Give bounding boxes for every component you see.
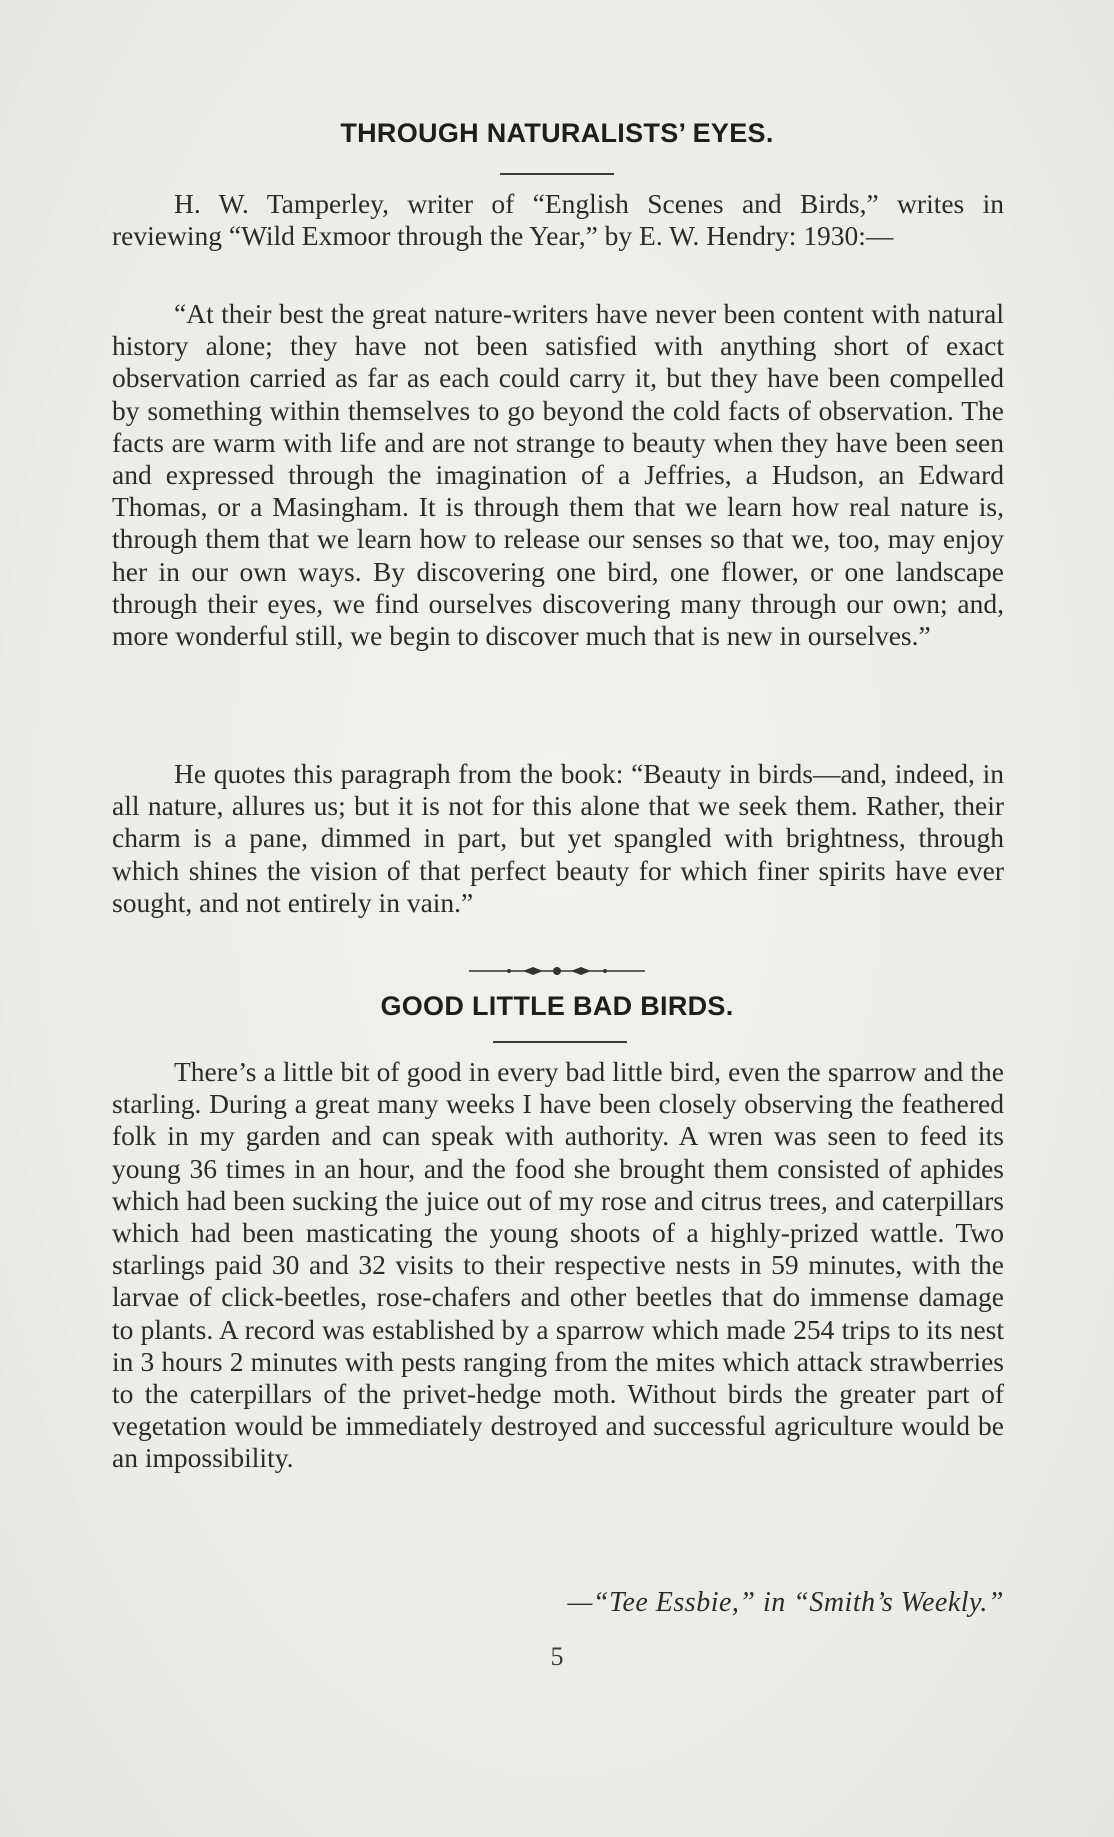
heading-underline (500, 173, 614, 175)
bad-birds-paragraph: There’s a little bit of good in every bad little bird, even the sparrow and the starling. During a great many weeks I have been closely observing the feathered folk in my garden and can speak with authority. A wren was seen to feed its young 36 times in an hour, and the food she brought them consisted of aphides which had been sucking the juice out of my rose and citrus trees, and caterpillars which had been masticating the young shoots of a highly-prized wattle. Two starlings paid 30 and 32 visits to their respective nests in 59 minutes, with the larvae of click-beetles, rose-chafers and other beetles that do immense damage to plants. A record was established by a sparrow which made 254 trips to its nest in 3 hours 2 minutes with pests ranging from the mites which attack strawberries to the caterpillars of the privet-hedge moth. Without birds the greater part of vegetation would be immediately destroyed and successful agriculture would be an impossibility. (112, 1056, 1004, 1474)
book-quote-paragraph: He quotes this paragraph from the book: “Beauty in birds—and, indeed, in all nature, allures us; but it is not for this alone that we seek them. Rather, their charm is a pane, dimmed in part, but yet spangled with brightness, through which shines the vision of that perfect beauty for which finer spirits have ever sought, and not entirely in vain.” (112, 758, 1004, 918)
attribution: —“Tee Essbie,” in “Smith’s Weekly.” (567, 1587, 1004, 1618)
section-heading-naturalists: THROUGH NATURALISTS’ EYES. (340, 118, 774, 148)
intro-paragraph: H. W. Tamperley, writer of “English Scenes and Birds,” writes in reviewing “Wild Exmoor through the Year,” by E. W. Hendry: 1930:— (112, 188, 1004, 252)
heading-underline (493, 1041, 627, 1043)
review-quote-paragraph: “At their best the great nature-writers have never been content with natural history alone; they have not been satisfied with anything short of exact observation carried as far as each could carry it, but they have been compelled by something within themselves to go beyond the cold facts of observation. The facts are warm with life and are not strange to beauty when they have been seen and expressed through the imagination of a Jeffries, a Hudson, an Edward Thomas, or a Masingham. It is through them that we learn how real nature is, through them that we learn how to release our senses so that we, too, may enjoy her in our own ways. By discovering one bird, one flower, or one landscape through their eyes, we find ourselves discovering many through our own; and, more wonderful still, we begin to discover much that is new in ourselves.” (112, 298, 1004, 652)
page-number: 5 (550, 1642, 564, 1671)
section-heading-bad-birds: GOOD LITTLE BAD BIRDS. (380, 991, 734, 1021)
ornament-divider (467, 964, 647, 978)
